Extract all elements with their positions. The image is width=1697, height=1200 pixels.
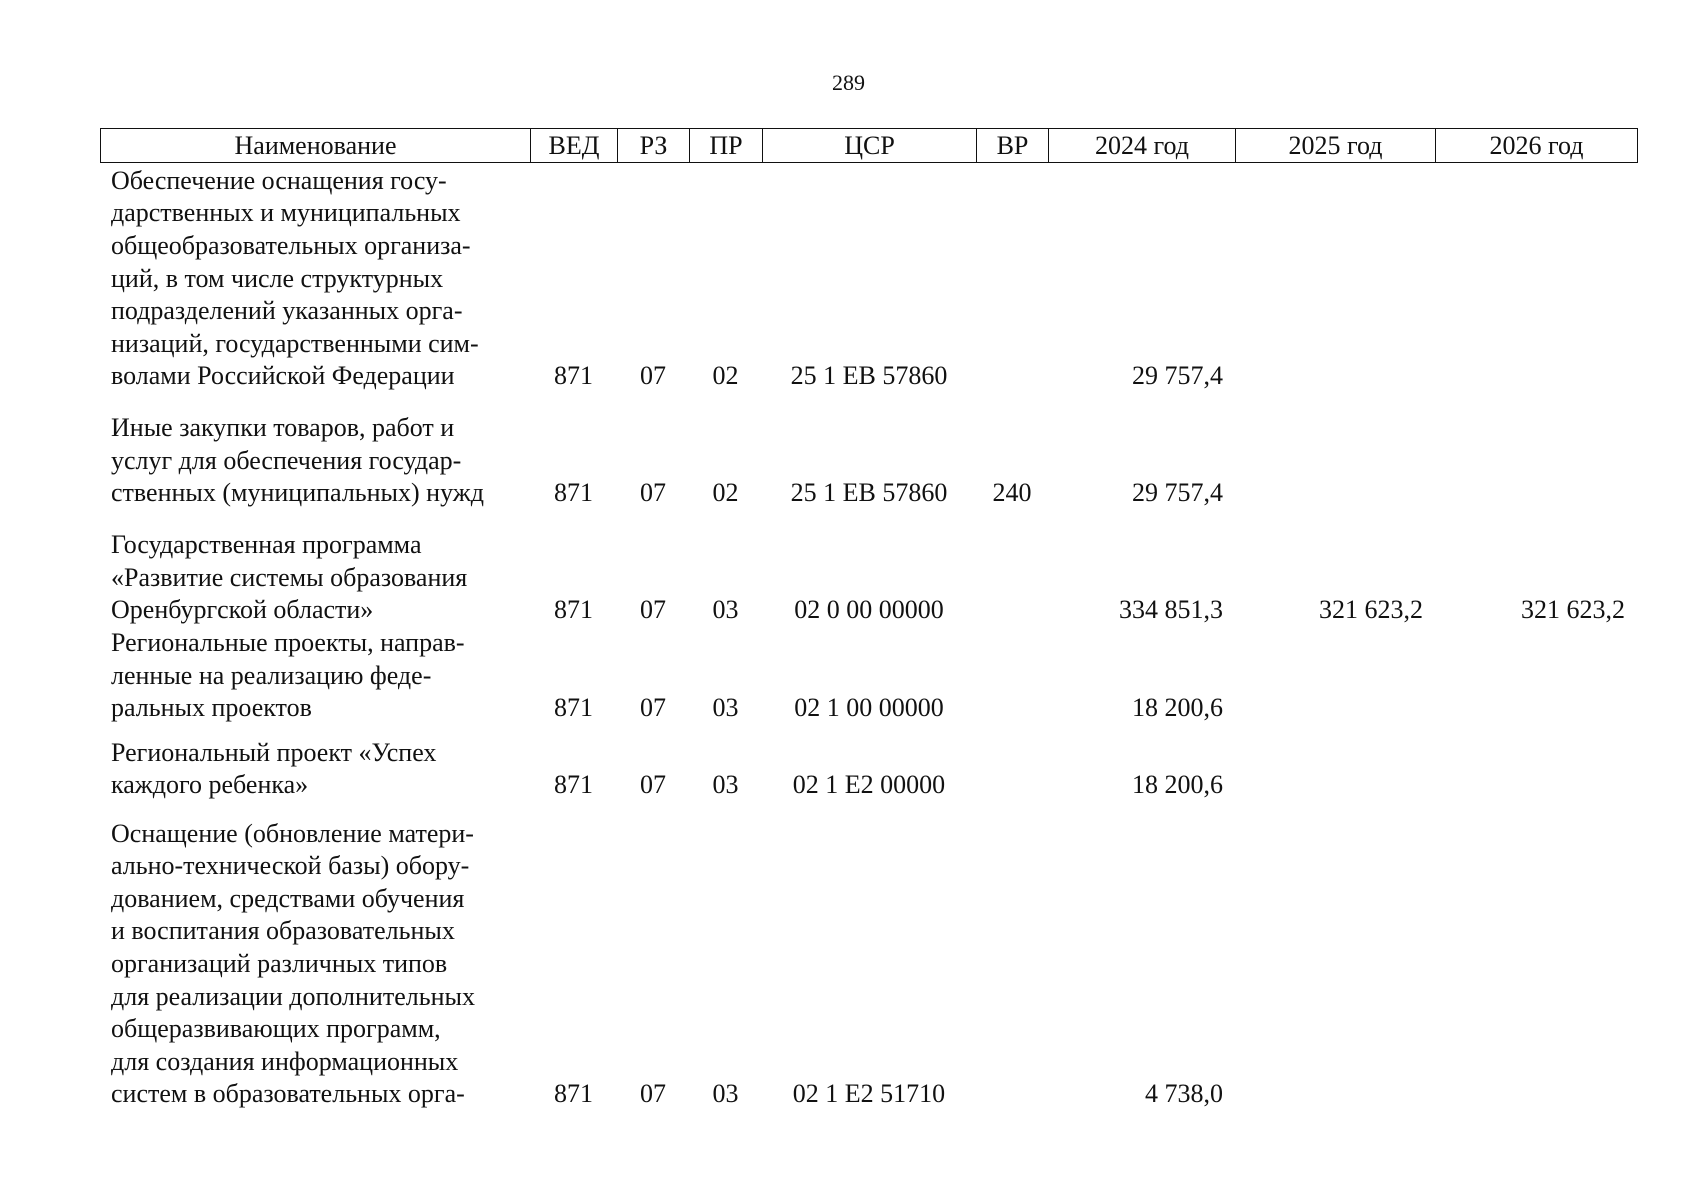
page-number: 289 [832,70,865,95]
row-ved: 871 [554,478,593,508]
row-ved: 871 [554,770,593,800]
row-rz: 07 [640,1079,666,1109]
table-row [100,802,1637,1111]
row-2024: 18 200,6 [1132,693,1223,723]
row-name: Иные закупки товаров, работ и услуг для обеспечения государ- ственных (муниципальных) нужд [111,413,484,508]
row-pr: 02 [712,478,739,508]
header-pr: ПР [690,129,763,163]
row-rz: 07 [640,478,666,508]
header-rz: РЗ [618,129,690,163]
row-2024: 29 757,4 [1132,361,1223,391]
row-pr: 03 [712,770,739,800]
row-csr: 02 0 00 00000 [794,595,944,625]
row-2025: 321 623,2 [1319,595,1423,625]
row-rz: 07 [640,770,666,800]
table-row [100,163,1637,393]
row-2026: 321 623,2 [1521,595,1625,625]
row-vr: 240 [992,478,1032,508]
table-row [100,725,1637,802]
row-pr: 03 [712,1079,739,1109]
row-csr: 25 1 ЕВ 57860 [790,361,948,391]
row-csr: 02 1 Е2 51710 [792,1079,946,1109]
table-header [100,128,1638,163]
row-2024: 18 200,6 [1132,770,1223,800]
row-pr: 03 [712,595,739,625]
header-vr: ВР [977,129,1049,163]
row-rz: 07 [640,595,666,625]
row-pr: 03 [712,693,739,723]
table-body [100,163,1637,1111]
row-ved: 871 [554,693,593,723]
row-ved: 871 [554,1079,593,1109]
row-name: Региональный проект «Успех каждого ребенка» [111,737,437,800]
row-ved: 871 [554,595,593,625]
row-rz: 07 [640,693,666,723]
row-2024: 4 738,0 [1145,1079,1223,1109]
header-2024: 2024 год [1049,129,1236,163]
header-ved: ВЕД [531,129,618,163]
row-pr: 02 [712,361,739,391]
row-csr: 02 1 00 00000 [794,693,944,723]
header-2026: 2026 год [1436,129,1638,163]
table-row [100,393,1637,510]
row-2024: 29 757,4 [1132,478,1223,508]
row-csr: 02 1 Е2 00000 [792,770,946,800]
header-csr: ЦСР [763,129,977,163]
header-2025: 2025 год [1236,129,1436,163]
header-name: Наименование [101,129,531,163]
row-name: Оснащение (обновление матери- ально-технической базы) обору- дованием, средствами обучения и воспитания образовательных организаций различных типов для реализации дополнительных общеразвивающих программ, для создания информационных систем в образовательных орга- [111,818,475,1109]
row-name: Региональные проекты, направ- ленные на реализацию феде- ральных проектов [111,628,465,723]
table-row [100,627,1637,725]
row-csr: 25 1 ЕВ 57860 [790,478,948,508]
row-name: Государственная программа «Развитие системы образования Оренбургской области» [111,530,468,625]
row-rz: 07 [640,361,666,391]
row-ved: 871 [554,361,593,391]
table-row [100,510,1637,627]
row-2024: 334 851,3 [1119,595,1223,625]
row-name: Обеспечение оснащения госу- дарственных и муниципальных общеобразовательных организа- ций, в том числе структурных подразделений указанных орга- низаций, государственными сим- волами Российской Федерации [111,165,479,391]
